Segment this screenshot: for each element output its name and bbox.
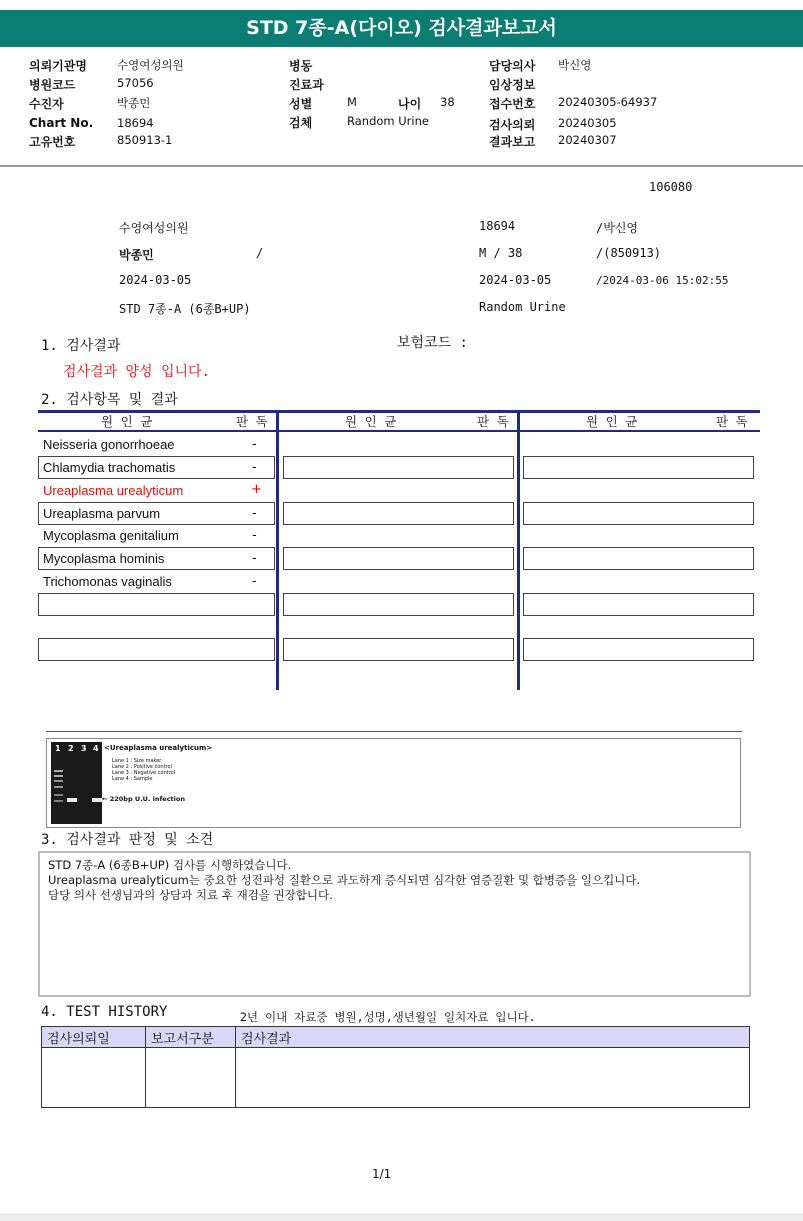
organism-row-6: Mycoplasma hominis — [43, 551, 165, 566]
grid-head-rule — [38, 430, 760, 432]
organism-row-1: Neisseria gonorrhoeae — [43, 437, 175, 452]
history-cell — [42, 1048, 146, 1108]
gel-legend-line: Lane 2 : Positive control — [112, 764, 172, 770]
unique-no-value: 850913-1 — [117, 133, 173, 147]
result-row-1: - — [252, 437, 257, 452]
history-col-report-type: 보고서구분 — [146, 1027, 236, 1048]
organism-row-5: Mycoplasma genitalium — [43, 528, 179, 543]
col-head-result-1: 판 독 — [236, 414, 268, 429]
history-col-result: 검사결과 — [236, 1027, 750, 1048]
row-box — [523, 593, 754, 616]
page-number: 1/1 — [372, 1167, 392, 1181]
history-cell — [236, 1048, 750, 1108]
lane-number: 4 — [93, 744, 99, 753]
col-head-organism-3: 원 인 균 — [586, 414, 638, 429]
grid-divider-2 — [517, 410, 520, 690]
report-title: STD 7종-A(다이오) 검사결과보고서 — [0, 10, 803, 47]
opinion-box — [38, 851, 751, 997]
clinic-value: 수영여성의원 — [117, 58, 184, 72]
history-empty-row — [42, 1048, 750, 1108]
arrow-left-icon: ← — [102, 795, 108, 803]
gel-legend-line: Lane 4 : Sample — [112, 776, 153, 782]
ladder-band — [54, 800, 63, 802]
gel-legend-line: Lane 3 : Negative control — [112, 770, 176, 776]
history-header-row — [42, 1027, 750, 1048]
summary-report-datetime: /2024-03-06 15:02:55 — [596, 274, 729, 287]
summary-specimen: Random Urine — [479, 300, 566, 314]
summary-birth: /(850913) — [596, 246, 662, 260]
receipt-no-value: 20240305-64937 — [558, 95, 658, 109]
clinical-info-label: 임상정보 — [489, 78, 536, 92]
gel-legend-line: Lane 1 : Size maker — [112, 758, 162, 764]
row-box — [283, 456, 514, 479]
unique-no-label: 고유번호 — [29, 135, 76, 149]
lane-number: 2 — [68, 744, 74, 753]
history-cell — [146, 1048, 236, 1108]
ladder-band — [54, 775, 63, 777]
sample-band — [92, 798, 102, 802]
positive-control-band — [67, 798, 77, 802]
row-box — [283, 502, 514, 525]
section4-title: 4. TEST HISTORY — [41, 1004, 168, 1020]
clinic-label: 의뢰기관명 — [29, 59, 87, 73]
col-head-organism-2: 원 인 균 — [345, 414, 397, 429]
dept-label: 진료과 — [289, 78, 324, 92]
section3-title: 3. 검사결과 판정 및 소견 — [41, 832, 214, 848]
result-row-5: - — [252, 528, 257, 543]
patient-value: 박종민 — [117, 96, 151, 110]
section2-title: 2. 검사항목 및 결과 — [41, 392, 178, 408]
chart-no-value: 18694 — [117, 116, 154, 130]
organism-row-3: Ureaplasma urealyticum — [43, 483, 184, 498]
header-divider — [0, 165, 803, 167]
summary-patient-sep: / — [256, 246, 264, 260]
col-head-result-2: 판 독 — [477, 414, 509, 429]
gel-top-rule — [46, 731, 742, 732]
age-label: 나이 — [398, 97, 422, 111]
col-head-result-3: 판 독 — [716, 414, 748, 429]
result-row-4: - — [252, 506, 257, 521]
report-date-value: 20240307 — [558, 133, 617, 147]
row-box — [283, 547, 514, 570]
opinion-line: 담당 의사 선생님과의 상담과 치료 후 재검을 권장합니다. — [48, 888, 333, 902]
organism-row-2: Chlamydia trachomatis — [43, 460, 176, 475]
history-table — [41, 1026, 750, 1108]
lane-number: 3 — [81, 744, 87, 753]
ladder-band — [54, 780, 63, 782]
doctor-value: 박신영 — [558, 58, 592, 72]
gel-band-annotation — [102, 795, 185, 803]
row-box — [523, 502, 754, 525]
summary-sex-age: M / 38 — [479, 246, 523, 260]
section1-title: 1. 검사결과 — [41, 338, 121, 354]
hospital-code-value: 57056 — [117, 76, 154, 90]
page-bottom-edge — [0, 1213, 803, 1221]
result-summary: 검사결과 양성 입니다. — [63, 364, 211, 380]
row-box — [38, 638, 275, 661]
history-col-request-date: 검사의뢰일 — [42, 1027, 146, 1048]
ladder-band — [54, 770, 63, 772]
row-box — [523, 638, 754, 661]
sex-value: M — [347, 95, 357, 109]
row-box — [38, 593, 275, 616]
gel-image — [51, 742, 102, 824]
report-date-label: 결과보고 — [489, 135, 536, 149]
specimen-label: 검체 — [289, 116, 313, 130]
result-row-7: - — [252, 574, 257, 589]
doc-code: 106080 — [649, 180, 693, 194]
request-date-label: 검사의뢰 — [489, 118, 536, 132]
result-row-3: + — [251, 482, 262, 497]
row-box — [523, 456, 754, 479]
summary-clinic: 수영여성의원 — [119, 221, 189, 235]
insurance-code-label: 보험코드 : — [397, 335, 468, 351]
summary-chart-no: 18694 — [479, 219, 516, 233]
gel-legend — [112, 758, 175, 782]
request-date-value: 20240305 — [558, 116, 617, 130]
specimen-value: Random Urine — [347, 114, 429, 128]
result-row-2: - — [252, 460, 257, 475]
summary-request-date: 2024-03-05 — [119, 273, 192, 287]
opinion-line: Ureaplasma urealyticum는 중요한 성전파성 질환으로 과도하게 증식되면 심각한 염증질환 및 합병증을 일으킵니다. — [48, 873, 641, 887]
patient-label: 수진자 — [29, 97, 64, 111]
ladder-band — [54, 794, 63, 796]
gel-band-label: 220bp U.U. infection — [109, 795, 185, 803]
summary-receive-date: 2024-03-05 — [479, 273, 552, 287]
col-head-organism-1: 원 인 균 — [101, 414, 153, 429]
summary-test-name: STD 7종-A (6종B+UP) — [119, 302, 251, 316]
lane-number: 1 — [55, 744, 61, 753]
row-box — [283, 638, 514, 661]
result-row-6: - — [252, 551, 257, 566]
hospital-code-label: 병원코드 — [29, 78, 76, 92]
chart-no-label: Chart No. — [29, 116, 94, 130]
grid-divider-1 — [276, 410, 279, 690]
organism-row-7: Trichomonas vaginalis — [43, 574, 172, 589]
ladder-band — [54, 786, 63, 788]
summary-patient: 박종민 — [119, 248, 154, 262]
summary-doctor: /박신영 — [596, 221, 639, 235]
doctor-label: 담당의사 — [489, 59, 536, 73]
history-note: 2년 이내 자료중 병원,성명,생년월일 일치자료 입니다. — [240, 1010, 536, 1024]
gel-title: <Ureaplasma urealyticum> — [104, 744, 213, 752]
receipt-no-label: 접수번호 — [489, 97, 536, 111]
age-value: 38 — [440, 95, 455, 109]
ward-label: 병동 — [289, 59, 313, 73]
row-box — [523, 547, 754, 570]
row-box — [283, 593, 514, 616]
sex-label: 성별 — [289, 97, 313, 111]
opinion-line: STD 7종-A (6종B+UP) 검사를 시행하였습니다. — [48, 858, 292, 872]
organism-row-4: Ureaplasma parvum — [43, 506, 161, 521]
